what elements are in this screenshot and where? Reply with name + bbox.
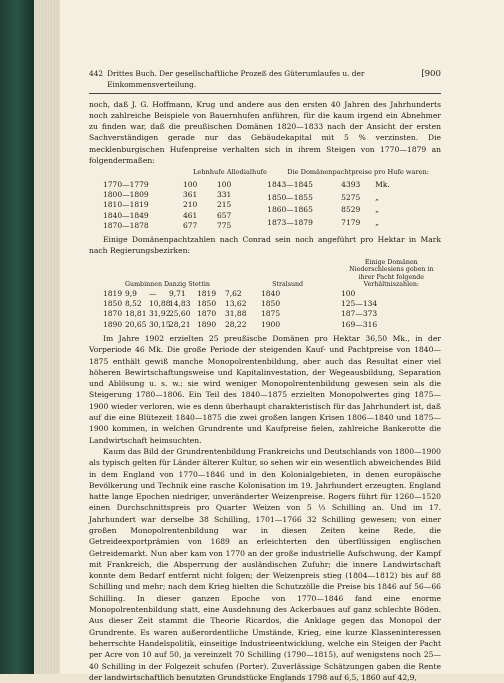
paragraph-3: Im Jahre 1902 erzielten 25 preußische Domänen pro Hektar 36,50 Mk., in der Vorperiode 46 Mk. Die große Periode der steigenden Kauf- und Pachtpreise von 1840—1875 enthält gewiß manche Monopolrentenbildung, aber auch das Resultat einer viel höheren Bewirtschaftungsweise und Kapitalinvestation, der Wegeausbildung, Separation und Ablösung u. s. w.; sie wird weniger Monopolrentenbildung gewesen sein als die Steigerung 1780—1806. Ein Teil des 1840—1875 erzielten Monopolwertes ging 1875—1900 wieder verloren, wie es denn überhaupt charakteristisch für das Jahrhundert ist, daß auf die eine Blütezeit 1840—1875 die zwei großen langen Krisen 1806—1840 und 1875—1900 kommen, in welchen Grundrente und Kaufpreise fielen, zahlreiche Bankerotte die Landwirtschaft heimsuchten.	[89, 333, 441, 445]
table-cell: 100	[183, 179, 198, 189]
table-cell	[387, 309, 425, 319]
table-cell: „	[375, 218, 380, 228]
table-cell: 31,88	[225, 309, 247, 319]
table-cell: Mk.	[375, 179, 390, 189]
table2-head-regions: Gumbinnen Danzig Stettin	[125, 281, 210, 289]
table-cell: 100	[341, 288, 356, 298]
table-cell: 1870—1878	[103, 220, 149, 230]
paragraph-4: Kaum das Bild der Grundrentenbildung Frankreichs und Deutschlands von 1800—1900 als typisch gelten für Länder älterer Kultur, so sehen wir ein wesentlich abweichendes Bild in dem England von 1770—1846 und in den Kolonialgebieten, in denen europäische Bevölkerung und Technik eine rasche Kolonisation im 19. Jahrhundert erzeugten. England hatte lange Epochen niedriger, unveränderter Weizenpreise. Rogers führt für 1260—1520 einen Durchschnittspreis pro Quarter Weizen von 5 ⅓ Schilling an. Und im 17. Jahrhundert war derselbe 38 Schilling, 1701—1766 32 Schilling gewesen; von einer großen Monopolrentenbildung war in diesen Zeiten keine Rede, die Getreideexportprämien von 1689 an erleichterten den überflüssigen englischen Getreidemarkt. Nun aber kam von 1770 an der große industrielle Aufschwung, der Kampf mit Frankreich, die Absperrung der ausländischen Zufuhr; die innere Landwirtschaft konnte dem Bedarf entfernt nicht folgen; der Weizenpreis stieg (1804—1812) bis auf 88 Schilling und mehr; nach dem Krieg hielten die Schutzzölle die Preise bis 1846 auf 56—66 Schilling. In dieser ganzen Epoche von 1770—1846 fand eine enorme Monopolrentenbildung statt, eine Ausdehnung des Ackerbaues auf ganz schlechte Böden. Aus dieser Zeit stammt die Theorie Ricardos, die Anklage gegen das Monopol der Grundrente. Es waren außerordentliche Umstände, Krieg, eine kurze Klasseninteressen beherrschte Handelspolitik, einseitige Industrieentwicklung, welche ein Steigen der Pacht per Acre von 10 auf 50, ja vereinzelt 70 Schilling (1790—1815), auf wenigstens noch 25—40 Schilling in der Folgezeit schufen (Porter). Zuverlässige Schätzungen gaben die Rente der landwirtschaftlich benutzten Grundstücke Englands 1798 auf 6,5, 1860 auf 42,9,	[89, 446, 441, 682]
table-cell: 28,22	[225, 319, 247, 329]
table-cell: 215	[217, 200, 232, 210]
table-cell: 7179	[341, 218, 361, 228]
table-cell: 1850	[261, 299, 281, 309]
table-cell: 31,92	[149, 309, 171, 319]
table-cell: 1840	[261, 288, 281, 298]
table-cell: 331	[217, 189, 232, 199]
table1-head-left: Lehnhufe Allodialhufe	[193, 168, 267, 177]
table-cell: 361	[183, 189, 198, 199]
table-cell: 1810—1819	[103, 200, 149, 210]
paragraph-2: Einige Domänenpachtzahlen nach Conrad sein noch angeführt pro Hektar in Mark nach Regierungsbezirken:	[89, 235, 441, 256]
table-cell: 100	[217, 179, 232, 189]
table1-head-right: Die Domänenpachtpreise pro Hufe waren:	[287, 168, 429, 177]
table-cell: 1873—1879	[267, 218, 313, 228]
table-cell: 1900	[261, 319, 281, 329]
table-cell: 20,65	[125, 319, 147, 329]
table-cell: 1875	[261, 309, 281, 319]
table-cell: 7,62	[225, 288, 242, 298]
table-cell: „	[375, 192, 380, 202]
page-number-right: [900	[421, 69, 441, 79]
table-cell: 9,71	[169, 288, 186, 298]
table2-head-niederschlesien: Einige Domänen Niederschlesiens geben in ihrer Pacht folgende Verhältniszahlen:	[349, 258, 434, 289]
table-cell: 210	[183, 200, 198, 210]
table-cell: 1770—1779	[103, 179, 149, 189]
table-cell: 1800—1809	[103, 189, 149, 199]
table-cell: „	[375, 205, 380, 215]
table-cell: 1850—1855	[267, 192, 313, 202]
table-cell: 1860—1865	[267, 205, 313, 215]
table-cell: 8529	[341, 205, 361, 215]
table-cell: 1843—1845	[267, 179, 313, 189]
table-cell: 1840—1849	[103, 210, 149, 220]
table-cell: 1890	[197, 319, 217, 329]
table-cell	[387, 299, 425, 309]
table-cell: 8,52	[125, 299, 142, 309]
table-cell: 677	[183, 220, 198, 230]
hufen-price-table	[89, 180, 441, 231]
table1-header	[89, 166, 441, 179]
running-head	[89, 68, 441, 94]
table-cell: 25,60	[169, 309, 191, 319]
table2-head-stralsund: Stralsund	[272, 281, 304, 289]
table-cell	[387, 320, 425, 330]
table-cell: 1850	[103, 299, 123, 309]
page-content	[89, 68, 441, 683]
table-cell: —	[149, 288, 157, 298]
table-cell: 30,15	[149, 319, 171, 329]
table-cell: 1819	[197, 288, 217, 298]
table-cell: 28,21	[169, 319, 191, 329]
table-cell: 461	[183, 210, 198, 220]
page-edges	[34, 0, 60, 674]
table-cell: 13,62	[225, 299, 247, 309]
table-cell: 1870	[103, 309, 123, 319]
table-cell: 775	[217, 220, 232, 230]
table-cell: 10,88	[149, 299, 171, 309]
table-cell: 18,81	[125, 309, 147, 319]
table-cell: 187—373	[341, 309, 378, 319]
table-cell: 5275	[341, 192, 361, 202]
paragraph-1: noch, daß J. G. Hoffmann, Krug und andere aus den ersten 40 Jahren des Jahrhunderts noch zahlreiche Beispiele von Bauernhufen anführen, für die kaum irgend ein Abnehmer zu finden war, daß die preußischen Domänen 1820—1833 nach der Ansicht der ersten Sachverständigen gerade nur das Gebäudekapital mit 5 % verzinsten. Die mecklenburgischen Hufenpreise verhalten sich in ihrem Steigen von 1770—1879 an folgendermaßen:	[89, 99, 441, 166]
table-cell: 4393	[341, 179, 361, 189]
table-cell: 1850	[197, 299, 217, 309]
table-cell: 1870	[197, 309, 217, 319]
binding-gutter	[0, 0, 34, 674]
table-cell: 9,9	[125, 288, 137, 298]
page-number-left: 442	[89, 69, 104, 78]
table-cell: 657	[217, 210, 232, 220]
table1-left	[103, 180, 267, 231]
table-cell: 1890	[103, 319, 123, 329]
table-cell: 1819	[103, 288, 123, 298]
running-head-title: Drittes Buch. Der gesellschaftliche Prozeß des Güterumlaufes u. der Einkommensverteilung.	[107, 69, 365, 90]
table2-header	[89, 259, 441, 289]
table-cell	[387, 289, 425, 299]
domain-lease-table	[89, 289, 441, 330]
table1-right	[267, 180, 441, 231]
table-cell: 14,83	[169, 299, 191, 309]
table-cell: 169—316	[341, 319, 378, 329]
table-cell: 125—134	[341, 299, 378, 309]
